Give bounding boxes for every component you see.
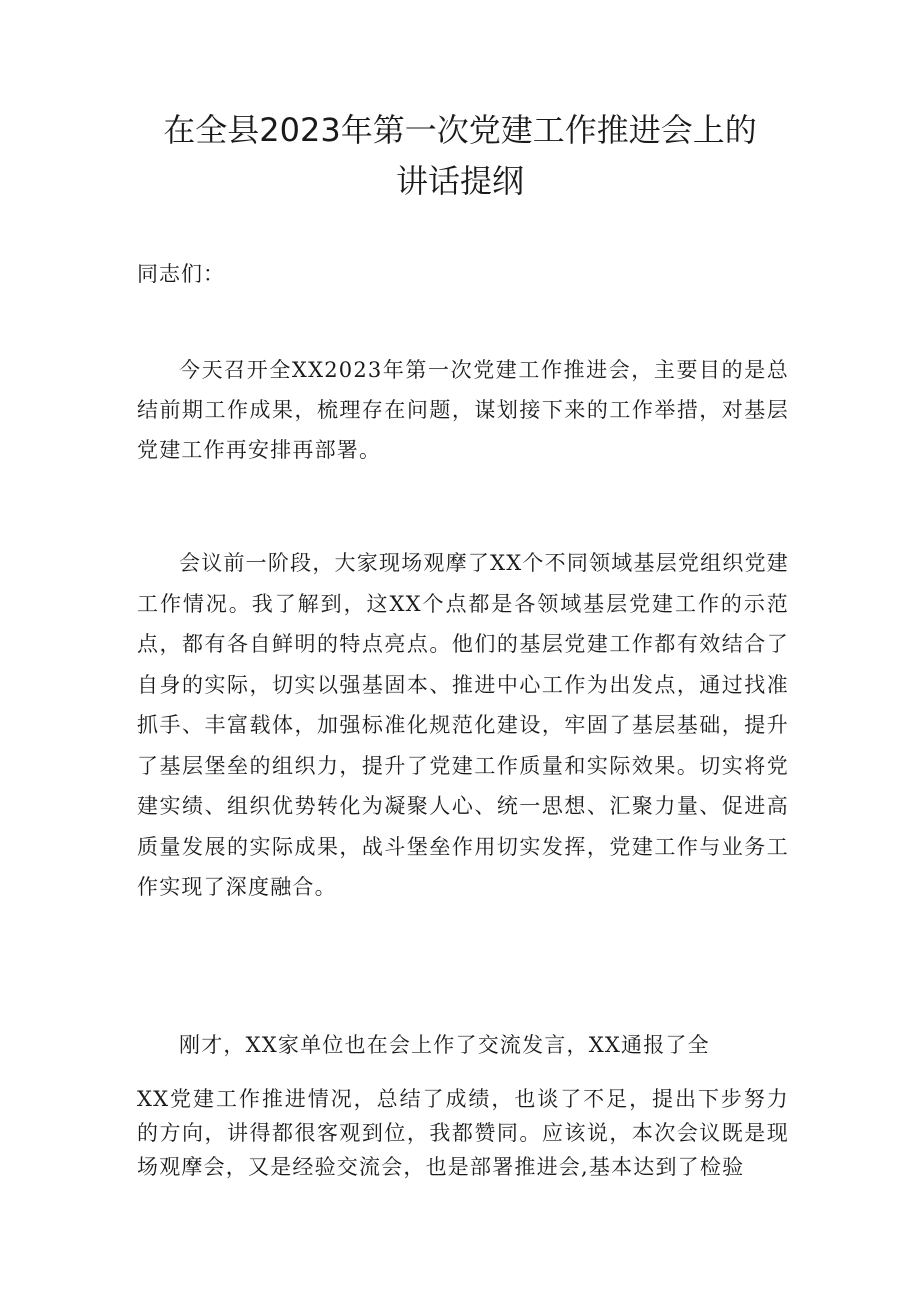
salutation: 同志们： (137, 262, 225, 286)
document-title-line1: 在全县2023年第一次党建工作推进会上的 (163, 111, 757, 149)
paragraph-1: 今天召开全XX2023年第一次党建工作推进会，主要目的是总结前期工作成果，梳理存在问题，谋划接下来的工作举措，对基层党建工作再安排再部署。 (137, 358, 789, 462)
paragraph-2: 会议前一阶段，大家现场观摩了XX个不同领域基层党组织党建工作情况。我了解到，这XX个点都是各领域基层党建工作的示范点，都有各自鲜明的特点亮点。他们的基层党建工作都有效结合了自身的实际，切实以强基固本、推进中心工作为出发点，通过找准抓手、丰富载体，加强标准化规范化建设，牢固了基层基础，提升了基层堡垒的组织力，提升了党建工作质量和实际效果。切实将党建实绩、组织优势转化为凝聚人心、统一思想、汇聚力量、促进高质量发展的实际成果，战斗堡垒作用切实发挥，党建工作与业务工作实现了深度融合。 (137, 551, 789, 899)
paragraph-3-first-line: 刚才，XX家单位也在会上作了交流发言，XX通报了全 (179, 1033, 710, 1057)
document-title-line2: 讲话提纲 (395, 162, 524, 200)
paragraph-3-continued: XX党建工作推进情况，总结了成绩，也谈了不足，提出下步努力的方向，讲得都很客观到位，我都赞同。应该说，本次会议既是现场观摩会，又是经验交流会，也是部署推进会,基本达到了检验 (137, 1087, 789, 1179)
